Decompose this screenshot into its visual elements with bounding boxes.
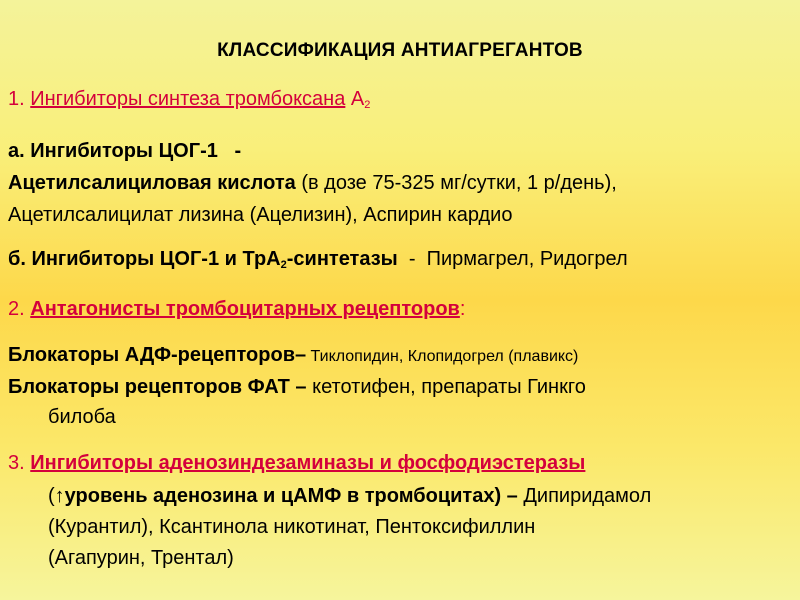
- section-3-mechanism: уровень аденозина и цАМФ в тромбоцитах) –: [64, 485, 518, 507]
- adp-blockers-line: [8, 344, 578, 367]
- section-2-title: Антагонисты тромбоцитарных рецепторов: [30, 298, 460, 320]
- paf-blockers-drugs: кетотифен, препараты Гинкго: [306, 376, 586, 398]
- arrow-up-icon: ↑: [54, 485, 65, 507]
- section-1-suffix: А: [345, 88, 365, 110]
- adp-blockers-drugs: Тиклопидин, Клопидогрел (плавикс): [306, 348, 579, 365]
- slide-title: КЛАССИФИКАЦИЯ АНТИАГРЕГАНТОВ: [217, 40, 583, 61]
- section-2-colon: :: [459, 298, 466, 320]
- subsection-b-title-post: -синтетазы: [286, 248, 398, 270]
- subsection-a-dash: -: [217, 140, 242, 162]
- section-3-detail-line1: [48, 485, 651, 508]
- adp-blockers-label: Блокаторы АДФ-рецепторов–: [8, 344, 307, 366]
- paf-blockers-drugs-cont: билоба: [48, 406, 116, 428]
- aspirin-line: [8, 172, 617, 195]
- aspirin-name: Ацетилсалициловая кислота: [8, 172, 296, 194]
- aspirin-variants: Ацетилсалицилат лизина (Ацелизин), Аспирин кардио: [8, 204, 513, 226]
- section-3-open-paren: (: [48, 485, 55, 507]
- subsection-b-subscript: 2: [280, 259, 287, 271]
- section-1-heading: [8, 88, 370, 111]
- section-1-title: Ингибиторы синтеза тромбоксана: [30, 88, 346, 110]
- dipyridamole: Дипиридамол: [517, 485, 652, 507]
- subsection-a-title: а. Ингибиторы ЦОГ-1: [8, 140, 218, 162]
- aspirin-dose: (в дозе 75-325 мг/сутки, 1 р/день),: [295, 172, 617, 194]
- section-3-detail-line3: (Агапурин, Трентал): [48, 547, 234, 569]
- section-1-subscript: 2: [364, 99, 371, 111]
- subsection-b-drugs: - Пирмагрел, Ридогрел: [397, 248, 628, 270]
- section-1-number: 1.: [8, 88, 31, 110]
- subsection-b-title-pre: б. Ингибиторы ЦОГ-1 и ТрА: [8, 248, 281, 270]
- section-3-heading: [8, 452, 585, 475]
- section-3-title: Ингибиторы аденозиндезаминазы и фосфодиэстеразы: [30, 452, 586, 474]
- section-2-number: 2.: [8, 298, 31, 320]
- section-3-detail-line2: (Курантил), Ксантинола никотинат, Пентоксифиллин: [48, 516, 536, 538]
- paf-blockers-label: Блокаторы рецепторов ФАТ –: [8, 376, 307, 398]
- paf-blockers-line: [8, 376, 586, 399]
- section-3-number: 3.: [8, 452, 31, 474]
- subsection-a-label: [8, 140, 241, 163]
- subsection-b-line: [8, 248, 628, 271]
- section-2-heading: [8, 298, 465, 321]
